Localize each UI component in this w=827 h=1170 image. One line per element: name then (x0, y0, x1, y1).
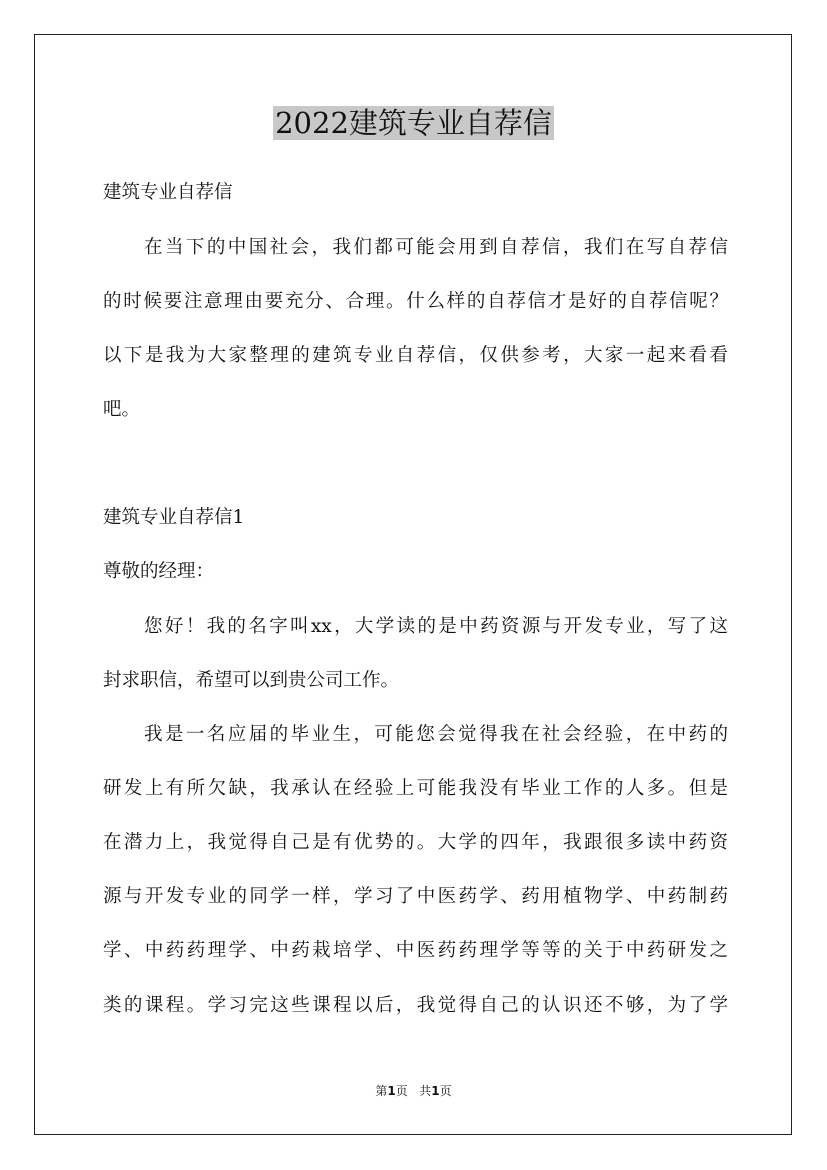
paragraph-line: 我是一名应届的毕业生，可能您会觉得我在社会经验，在中药的 (144, 724, 728, 745)
paragraph-line: 在潜力上，我觉得自己是有优势的。大学的四年，我跟很多读中药资 (103, 832, 728, 853)
footer-total-number: 1 (431, 1084, 440, 1098)
paragraph-line: 封求职信，希望可以到贵公司工作。 (103, 670, 400, 691)
paragraph-line: 源与开发专业的同学一样，学习了中医药学、药用植物学、中药制药 (103, 886, 728, 907)
salutation: 尊敬的经理： (103, 561, 215, 582)
footer-page-suffix: 页 (395, 1084, 408, 1098)
paragraph-line: 以下是我为大家整理的建筑专业自荐信，仅供参考，大家一起来看看 (103, 345, 728, 366)
paragraph-line: 研发上有所欠缺，我承认在经验上可能我没有毕业工作的人多。但是 (103, 778, 728, 799)
footer-total-suffix: 页 (439, 1084, 452, 1098)
section-heading: 建筑专业自荐信1 (103, 507, 245, 528)
footer-page-number: 1 (387, 1084, 396, 1098)
paragraph-line: 的时候要注意理由要充分、合理。什么样的自荐信才是好的自荐信呢？ (103, 291, 728, 312)
footer-total-prefix: 共 (419, 1084, 432, 1098)
footer-page-prefix: 第 (375, 1084, 388, 1098)
document-title (0, 103, 827, 143)
page-footer (0, 1083, 827, 1099)
paragraph-line: 您好！我的名字叫xx，大学读的是中药资源与开发专业，写了这 (144, 616, 728, 637)
document-title-text: 2022建筑专业自荐信 (275, 106, 552, 140)
paragraph-line: 学、中药药理学、中药栽培学、中医药药理学等等的关于中药研发之 (103, 940, 728, 961)
subtitle-line: 建筑专业自荐信 (103, 182, 233, 203)
paragraph-line: 类的课程。学习完这些课程以后，我觉得自己的认识还不够，为了学 (103, 995, 728, 1016)
paragraph-line: 吧。 (103, 399, 141, 420)
paragraph-line: 在当下的中国社会，我们都可能会用到自荐信，我们在写自荐信 (144, 237, 728, 258)
